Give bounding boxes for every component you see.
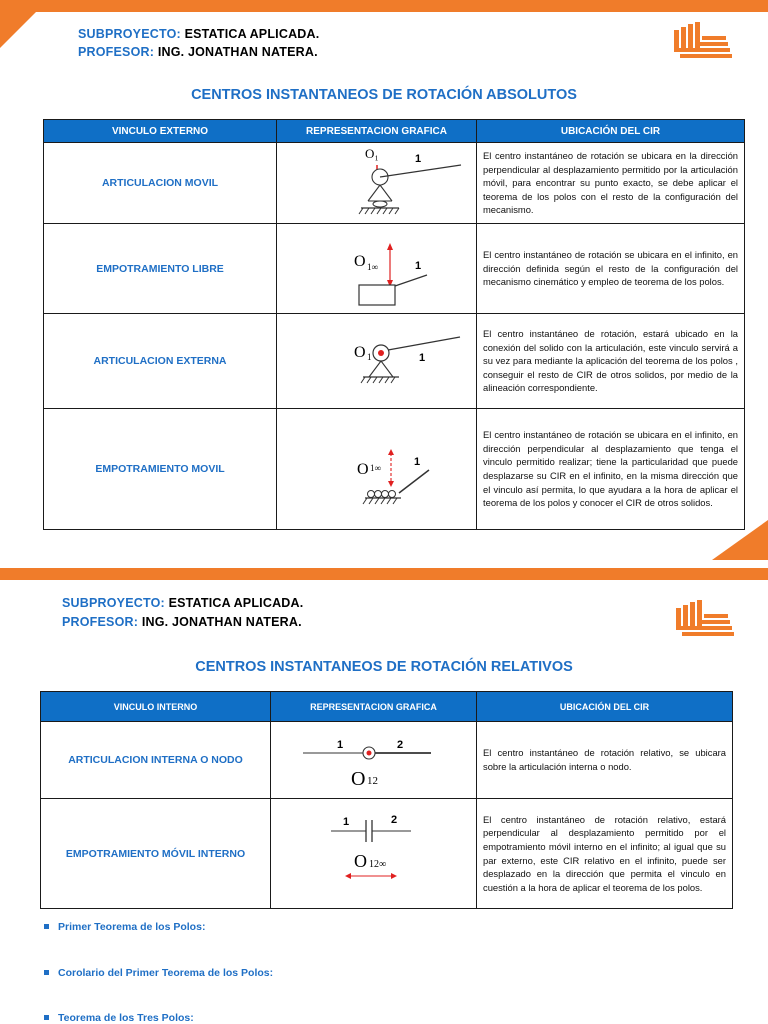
link-name: ARTICULACION INTERNA O NODO: [41, 722, 271, 799]
subproject-value: ESTATICA APLICADA.: [168, 596, 304, 610]
top-accent-wedge: [0, 0, 48, 48]
pole-marker: [367, 751, 372, 756]
bullet-text: Teorema de los Tres Polos:: [58, 1012, 194, 1024]
col-header-graphic: REPRESENTACION GRAFICA: [271, 692, 477, 722]
link-name: EMPOTRAMIENTO MOVIL: [44, 409, 277, 530]
cir-description: El centro instantáneo de rotación relativo, se ubicara sobre la articulación interna o nodo.: [477, 722, 733, 799]
table-row: [41, 799, 733, 909]
link-name: EMPOTRAMIENTO MÓVIL INTERNO: [41, 799, 271, 909]
top-accent-bar: [0, 0, 768, 12]
col-header-location: UBICACIÓN DEL CIR: [477, 120, 745, 143]
top-accent-bar: [0, 568, 768, 580]
subproject-value: ESTATICA APLICADA.: [184, 27, 320, 41]
university-logo-icon: [670, 20, 732, 62]
bullet-first-theorem: [44, 921, 205, 933]
pole-subscript: 1: [367, 352, 372, 362]
absolute-cir-table: [43, 119, 745, 530]
internal-node-diagram: [271, 722, 477, 798]
col-header-location: UBICACIÓN DEL CIR: [477, 692, 733, 722]
pole-subscript: 1∞: [370, 463, 381, 473]
table-row: [44, 143, 745, 224]
pole-label: O: [354, 850, 367, 871]
subproject-key: SUBPROYECTO:: [62, 596, 165, 610]
graphic-cell: [271, 799, 477, 909]
bar-label: 1: [415, 153, 422, 165]
professor-value: ING. JONATHAN NATERA.: [141, 615, 302, 629]
subproject-key: SUBPROYECTO:: [78, 27, 181, 41]
professor-key: PROFESOR:: [62, 615, 139, 629]
bar-2-label: 2: [391, 813, 398, 826]
link-name: ARTICULACION MOVIL: [44, 143, 277, 224]
bar-line: [380, 165, 461, 177]
bullet-text: Corolario del Primer Teorema de los Polos:: [58, 967, 274, 979]
bar-label: 1: [414, 456, 421, 468]
cir-description: El centro instantáneo de rotación se ubicara en el infinito, en dirección perpendicular al desplazamiento que tenga el vinculo permitido realizar; tiene la particularidad que puede desplazarse su CIR en el infinito, en la misma dirección que el vinculo así permita, lo que ayudara a la hora de aplicar el teorema de los polos y conocer el CIR de otros solidos.: [477, 409, 745, 530]
table-row: [44, 224, 745, 314]
graphic-cell: [277, 224, 477, 314]
bar-label: 1: [419, 352, 426, 364]
cir-description: El centro instantáneo de rotación se ubicara en el infinito, en dirección definida según el resto de la configuración del mecanismo cinemático y empleo de teorema de los polos.: [477, 224, 745, 314]
external-hinge-diagram: [277, 315, 477, 407]
pole-subscript: 1∞: [367, 261, 378, 272]
bullet-three-poles: [44, 1012, 194, 1024]
cir-description: El centro instantáneo de rotación relativo, estará perpendicular al desplazamiento permitido por el empotramiento móvil interno en el infinito; al igual que su par externo, este CIR relativo en el infinito, puede ser desplazado en la dirección que permita el vinculo en cuestión a la hora de aplicar el teorema de los polos.: [477, 799, 733, 909]
mobile-hinge-diagram: [277, 143, 477, 223]
cir-description: El centro instantáneo de rotación se ubicara en la dirección perpendicular al desplazamiento permitido por la articulación móvil, para encontrar su punto exacto, se debe aplicar el teorema de los polos con el resto de la configuración del mecanismo.: [477, 143, 745, 224]
col-header-link: VINCULO EXTERNO: [44, 120, 277, 143]
university-logo-icon: [672, 598, 734, 640]
subproject-line: [78, 27, 319, 41]
pole-label: O: [354, 252, 366, 270]
graphic-cell: [277, 409, 477, 530]
professor-line: [62, 615, 302, 629]
page-title-absolute: CENTROS INSTANTANEOS DE ROTACIÓN ABSOLUTOS: [191, 87, 577, 103]
fixed-block: [359, 285, 395, 305]
bar-label: 1: [415, 259, 422, 272]
bar-line: [395, 275, 427, 286]
page-relative-cir: [0, 568, 768, 1024]
bottom-accent-wedge: [712, 520, 768, 560]
subproject-line: [62, 596, 303, 610]
bar-line: [388, 337, 460, 350]
professor-key: PROFESOR:: [78, 45, 155, 59]
pole-subscript: 12∞: [369, 858, 387, 870]
cir-description: El centro instantáneo de rotación, estará ubicado en la conexión del solido con la articulación, este vinculo servirá a su vez para mediante la aplicación del teorema de los polos , conseguir el resto de CIR de otros solidos, por medio de la alineación correspondiente.: [477, 314, 745, 409]
mobile-fixed-diagram: [277, 410, 477, 528]
table-row: [44, 314, 745, 409]
pole-label: O: [357, 461, 369, 478]
free-fixed-diagram: [277, 225, 477, 313]
page-title-relative: CENTROS INSTANTANEOS DE ROTACIÓN RELATIVOS: [195, 659, 573, 675]
bar-line: [399, 470, 429, 493]
bullet-corollary: [44, 967, 273, 979]
bullet-text: Primer Teorema de los Polos:: [58, 921, 206, 933]
bullet-square-icon: [44, 1015, 49, 1020]
col-header-link: VINCULO INTERNO: [41, 692, 271, 722]
pole-label: O₁: [365, 146, 379, 161]
table-header-row: [44, 120, 745, 143]
pole-subscript: 12: [367, 775, 378, 787]
relative-cir-table: [40, 691, 733, 909]
pole-label: O: [351, 768, 366, 790]
bar-1-label: 1: [343, 815, 350, 828]
graphic-cell: [277, 143, 477, 224]
table-header-row: [41, 692, 733, 722]
bullet-square-icon: [44, 970, 49, 975]
link-name: EMPOTRAMIENTO LIBRE: [44, 224, 277, 314]
table-row: [44, 409, 745, 530]
col-header-graphic: REPRESENTACION GRAFICA: [277, 120, 477, 143]
graphic-cell: [277, 314, 477, 409]
bullet-square-icon: [44, 924, 49, 929]
bar-1-label: 1: [337, 739, 344, 751]
pole-label: O: [354, 344, 366, 361]
professor-value: ING. JONATHAN NATERA.: [157, 45, 318, 59]
internal-mobile-fixed-diagram: [271, 800, 477, 908]
professor-line: [78, 45, 318, 59]
table-row: [41, 722, 733, 799]
link-name: ARTICULACION EXTERNA: [44, 314, 277, 409]
bar-2-label: 2: [397, 739, 404, 751]
page-separator: [0, 560, 768, 568]
pole-marker: [378, 350, 384, 356]
graphic-cell: [271, 722, 477, 799]
